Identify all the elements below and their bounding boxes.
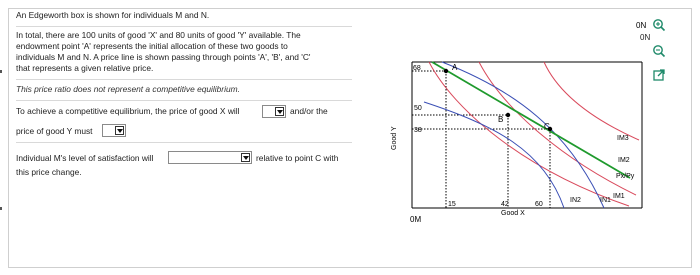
point-a	[444, 69, 448, 73]
tick-x-42: 42	[501, 201, 509, 208]
dropdown-arrow-icon	[241, 153, 250, 162]
separator	[16, 142, 352, 143]
question1-second: price of good Y must	[16, 126, 93, 136]
origin-n: 0N	[636, 21, 647, 30]
tick-x-15: 15	[448, 201, 456, 208]
label-price-line: Px/Py	[616, 173, 635, 180]
tick-y-68: 68	[413, 65, 421, 72]
label-point-a: A	[452, 63, 458, 72]
dropdown-arrow-icon	[275, 107, 284, 116]
price-x-dropdown[interactable]	[262, 105, 286, 118]
edge-mark	[0, 207, 2, 210]
zoom-in-icon[interactable]	[652, 18, 666, 32]
y-axis-label: Good Y	[391, 126, 398, 150]
intro-text: An Edgeworth box is shown for individuals M and N.	[16, 10, 210, 20]
label-point-c: C	[544, 122, 550, 131]
label-in1: IN1	[600, 197, 611, 204]
paragraph-line: that represents a given relative price.	[16, 63, 154, 73]
label-im1: IM1	[613, 193, 625, 200]
tick-y-50: 50	[414, 105, 422, 112]
question2-suffix: relative to point C with	[256, 153, 339, 163]
paragraph-line: In total, there are 100 units of good 'X' and 80 units of good 'Y' available. The	[16, 30, 301, 40]
tick-y-38: 38	[414, 127, 422, 134]
origin-n-label: 0N	[640, 33, 651, 42]
label-im3: IM3	[617, 135, 629, 142]
zoom-out-icon[interactable]	[652, 44, 666, 58]
tick-x-60: 60	[535, 201, 543, 208]
indifference-curve-m3	[544, 62, 639, 140]
question1-prefix: To achieve a competitive equilibrium, the price of good X will	[16, 106, 240, 116]
label-in2: IN2	[570, 197, 581, 204]
separator	[16, 26, 352, 27]
question2-second: this price change.	[16, 167, 82, 177]
popout-icon[interactable]	[652, 68, 666, 82]
satisfaction-dropdown[interactable]	[168, 151, 252, 164]
indifference-curve-n2	[424, 102, 564, 208]
x-axis-label: Good X	[501, 210, 525, 217]
dropdown-arrow-icon	[115, 126, 124, 135]
note-text: This price ratio does not represent a competitive equilibrium.	[16, 84, 240, 94]
label-point-b: B	[498, 115, 504, 124]
indifference-curve-m1	[429, 62, 629, 206]
paragraph-line: endowment point 'A' represents the initial allocation of these two goods to	[16, 41, 288, 51]
point-b	[506, 113, 510, 117]
price-y-dropdown[interactable]	[102, 124, 126, 137]
question2-prefix: Individual M's level of satisfaction will	[16, 153, 154, 163]
question1-middle: and/or the	[290, 106, 328, 116]
origin-m: 0M	[410, 215, 422, 224]
edgeworth-box-graph	[384, 21, 659, 230]
paragraph-line: individuals M and N. A price line is shown passing through points 'A', 'B', and 'C'	[16, 52, 311, 62]
separator	[16, 79, 352, 80]
separator	[16, 100, 352, 101]
label-im2: IM2	[618, 157, 630, 164]
edge-mark	[0, 70, 2, 73]
